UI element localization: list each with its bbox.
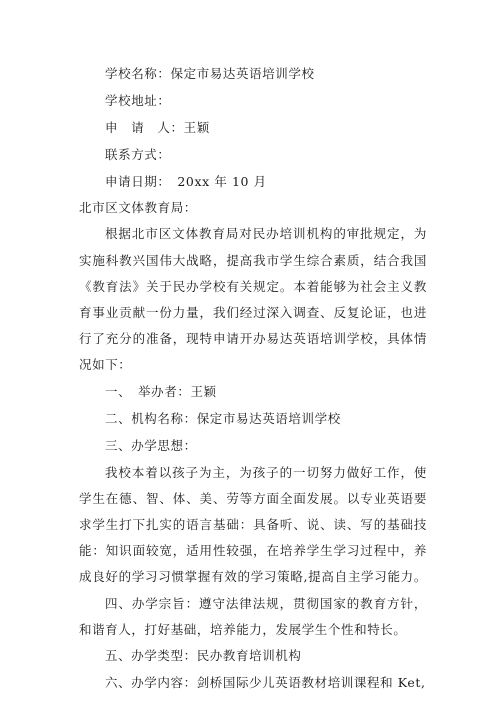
section-philosophy-title: 三、办学思想： — [105, 438, 197, 453]
philosophy-line-3: 求学生打下扎实的语言基础：具备听、说、读、写的基础技 — [79, 517, 427, 532]
philosophy-line-4: 能：知识面较宽，适用性较强，在培养学生学习过程中，养 — [79, 543, 427, 558]
contact-line: 联系方式： — [105, 147, 171, 162]
purpose-line-2: 和谐育人，打好基础，培养能力，发展学生个性和特长。 — [79, 622, 407, 637]
purpose-line-1: 四、办学宗旨：遵守法律法规，贯彻国家的教育方针， — [105, 596, 427, 611]
school-name-line: 学校名称：保定市易达英语培训学校 — [105, 66, 315, 81]
intro-line-2: 实施科教兴国伟大战略，提高我市学生综合素质，结合我国 — [79, 253, 427, 268]
intro-line-5: 行了充分的准备，现特申请开办易达英语培训学校，具体情 — [79, 331, 427, 346]
intro-line-6: 况如下： — [79, 357, 132, 372]
intro-line-1: 根据北市区文体教育局对民办培训机构的审批规定，为 — [105, 226, 427, 241]
school-address-line: 学校地址： — [105, 93, 171, 108]
intro-line-3: 《教育法》关于民办学校有关规定。本着能够为社会主义教 — [79, 279, 427, 294]
philosophy-line-1: 我校本着以孩子为主，为孩子的一切努力做好工作，使 — [105, 465, 427, 480]
applicant-line: 申 请 人：王颖 — [105, 120, 210, 135]
apply-date-line: 申请日期： 20xx 年 10 月 — [105, 174, 267, 189]
philosophy-line-5: 成良好的学习习惯掌握有效的学习策略,提高自主学习能力。 — [79, 569, 427, 584]
philosophy-line-2: 学生在德、智、体、美、劳等方面全面发展。以专业英语要 — [79, 491, 427, 506]
section-organizer: 一、 举办者：王颖 — [105, 384, 217, 399]
recipient-line: 北市区文体教育局： — [79, 200, 197, 215]
section-org-name: 二、机构名称：保定市易达英语培训学校 — [105, 411, 341, 426]
intro-line-4: 育事业贡献一份力量，我们经过深入调查、反复论证，也进 — [79, 305, 427, 320]
section-content: 六、办学内容：剑桥国际少儿英语教材培训课程和 Ket, — [105, 675, 426, 690]
section-type: 五、办学类型：民办教育培训机构 — [105, 648, 302, 663]
